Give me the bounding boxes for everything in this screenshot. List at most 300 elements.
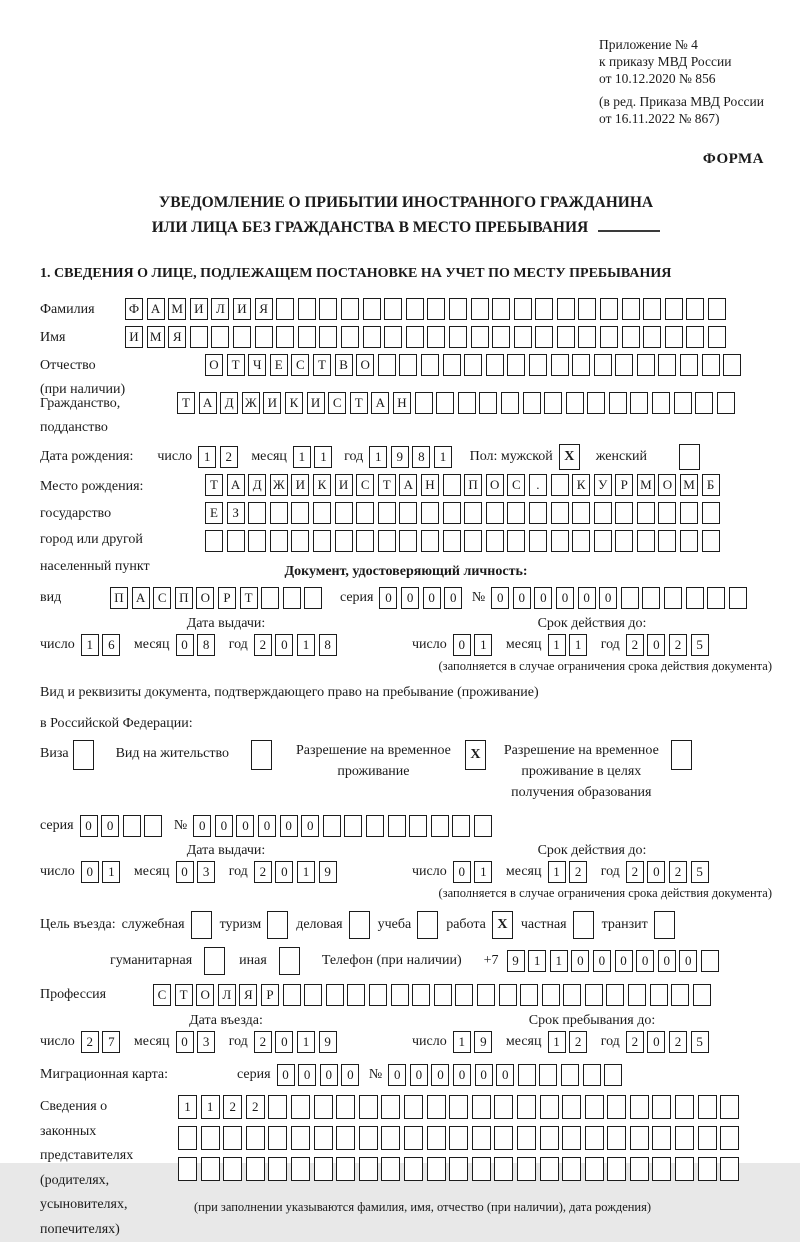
char-box[interactable]: 0 [475,1064,493,1086]
char-box[interactable]: 9 [319,1031,337,1053]
char-box[interactable]: 2 [669,1031,687,1053]
char-box[interactable] [335,502,353,524]
purpose-tourism-checkbox[interactable] [267,911,288,939]
char-box[interactable] [412,984,430,1006]
char-box[interactable]: 0 [401,587,419,609]
char-box[interactable] [268,1157,287,1181]
char-box[interactable] [298,298,316,320]
char-box[interactable] [452,815,470,837]
char-box[interactable] [378,502,396,524]
char-box[interactable]: С [153,984,171,1006]
char-box[interactable] [276,326,294,348]
char-box[interactable] [542,984,560,1006]
char-box[interactable]: 2 [246,1095,265,1119]
char-box[interactable]: 0 [513,587,531,609]
char-box[interactable] [566,392,584,414]
char-box[interactable] [529,502,547,524]
char-box[interactable] [283,587,301,609]
char-box[interactable] [540,1126,559,1150]
char-box[interactable]: 2 [626,861,644,883]
char-box[interactable] [551,530,569,552]
char-box[interactable]: О [205,354,223,376]
char-box[interactable]: В [335,354,353,376]
purpose-study-checkbox[interactable] [417,911,438,939]
char-box[interactable] [486,354,504,376]
char-box[interactable] [336,1095,355,1119]
char-box[interactable] [642,587,660,609]
char-box[interactable]: И [233,298,251,320]
char-box[interactable] [622,326,640,348]
char-box[interactable]: Е [205,502,223,524]
char-box[interactable] [233,326,251,348]
char-box[interactable] [628,984,646,1006]
char-box[interactable]: 0 [81,861,99,883]
char-box[interactable]: А [199,392,217,414]
char-box[interactable]: 5 [691,861,709,883]
char-box[interactable] [514,326,532,348]
char-box[interactable] [630,1095,649,1119]
char-box[interactable] [720,1157,739,1181]
char-box[interactable]: 0 [599,587,617,609]
char-box[interactable] [557,298,575,320]
char-box[interactable] [144,815,162,837]
char-box[interactable] [314,1157,333,1181]
char-box[interactable]: 0 [658,950,676,972]
char-box[interactable] [335,530,353,552]
char-box[interactable]: Т [227,354,245,376]
char-box[interactable]: 0 [571,950,589,972]
char-box[interactable] [557,326,575,348]
char-box[interactable] [298,326,316,348]
char-box[interactable] [436,392,454,414]
char-box[interactable]: Т [378,474,396,496]
char-box[interactable]: О [486,474,504,496]
char-box[interactable] [708,298,726,320]
char-box[interactable]: П [110,587,128,609]
char-box[interactable]: 0 [679,950,697,972]
char-box[interactable] [356,530,374,552]
char-box[interactable] [643,326,661,348]
char-box[interactable] [336,1126,355,1150]
char-box[interactable] [529,354,547,376]
char-box[interactable] [381,1095,400,1119]
purpose-other-checkbox[interactable] [279,947,300,975]
purpose-humanitarian-checkbox[interactable] [204,947,225,975]
char-box[interactable] [686,326,704,348]
sex-female-checkbox[interactable] [679,444,700,470]
char-box[interactable] [587,392,605,414]
char-box[interactable]: 0 [453,1064,471,1086]
char-box[interactable] [609,392,627,414]
char-box[interactable] [698,1157,717,1181]
visa-checkbox[interactable] [73,740,94,770]
char-box[interactable]: 0 [275,1031,293,1053]
char-box[interactable] [270,502,288,524]
char-box[interactable] [123,815,141,837]
char-box[interactable]: 1 [102,861,120,883]
char-box[interactable]: 0 [215,815,233,837]
char-box[interactable] [449,1126,468,1150]
char-box[interactable] [658,502,676,524]
char-box[interactable] [501,392,519,414]
char-box[interactable]: 1 [297,1031,315,1053]
char-box[interactable] [248,502,266,524]
char-box[interactable]: 1 [201,1095,220,1119]
char-box[interactable] [637,530,655,552]
char-box[interactable]: 1 [81,634,99,656]
char-box[interactable] [449,1095,468,1119]
char-box[interactable] [507,502,525,524]
char-box[interactable]: 0 [578,587,596,609]
char-box[interactable]: Б [702,474,720,496]
char-box[interactable]: 0 [320,1064,338,1086]
char-box[interactable]: К [313,474,331,496]
char-box[interactable]: С [153,587,171,609]
char-box[interactable]: С [328,392,346,414]
char-box[interactable] [291,1095,310,1119]
char-box[interactable]: 0 [647,1031,665,1053]
char-box[interactable]: 0 [275,861,293,883]
char-box[interactable] [523,392,541,414]
char-box[interactable] [421,354,439,376]
char-box[interactable]: 0 [277,1064,295,1086]
char-box[interactable] [540,1095,559,1119]
char-box[interactable] [630,1126,649,1150]
char-box[interactable] [359,1126,378,1150]
char-box[interactable] [658,530,676,552]
char-box[interactable]: 1 [528,950,546,972]
char-box[interactable] [479,392,497,414]
char-box[interactable] [291,502,309,524]
char-box[interactable] [708,326,726,348]
char-box[interactable] [223,1126,242,1150]
char-box[interactable]: 0 [647,861,665,883]
char-box[interactable] [486,530,504,552]
char-box[interactable]: О [196,587,214,609]
char-box[interactable]: О [356,354,374,376]
char-box[interactable] [693,984,711,1006]
char-box[interactable] [686,587,704,609]
char-box[interactable] [391,984,409,1006]
char-box[interactable] [313,530,331,552]
char-box[interactable]: Е [270,354,288,376]
char-box[interactable]: П [175,587,193,609]
char-box[interactable] [707,587,725,609]
char-box[interactable] [494,1126,513,1150]
char-box[interactable]: К [572,474,590,496]
char-box[interactable] [604,1064,622,1086]
char-box[interactable] [336,1157,355,1181]
char-box[interactable]: 3 [197,861,215,883]
char-box[interactable] [665,326,683,348]
char-box[interactable] [585,1126,604,1150]
char-box[interactable] [268,1126,287,1150]
char-box[interactable] [514,298,532,320]
char-box[interactable] [455,984,473,1006]
char-box[interactable] [314,1126,333,1150]
char-box[interactable] [720,1095,739,1119]
char-box[interactable]: 1 [453,1031,471,1053]
char-box[interactable] [399,502,417,524]
char-box[interactable] [535,326,553,348]
char-box[interactable]: А [399,474,417,496]
char-box[interactable] [255,326,273,348]
char-box[interactable]: З [227,502,245,524]
char-box[interactable]: 0 [379,587,397,609]
char-box[interactable]: 2 [254,634,272,656]
char-box[interactable] [178,1126,197,1150]
char-box[interactable] [615,354,633,376]
char-box[interactable] [695,392,713,414]
char-box[interactable]: А [147,298,165,320]
char-box[interactable]: 2 [81,1031,99,1053]
char-box[interactable] [650,984,668,1006]
char-box[interactable] [384,298,402,320]
char-box[interactable] [443,474,461,496]
char-box[interactable] [366,815,384,837]
char-box[interactable]: М [168,298,186,320]
char-box[interactable] [583,1064,601,1086]
char-box[interactable] [637,502,655,524]
char-box[interactable] [319,298,337,320]
char-box[interactable] [344,815,362,837]
char-box[interactable]: 0 [496,1064,514,1086]
char-box[interactable] [381,1157,400,1181]
temp-residence-checkbox[interactable]: X [465,740,486,770]
char-box[interactable] [378,354,396,376]
purpose-work-checkbox[interactable]: X [492,911,513,939]
char-box[interactable]: Ф [125,298,143,320]
char-box[interactable]: 0 [388,1064,406,1086]
char-box[interactable]: И [291,474,309,496]
char-box[interactable] [246,1157,265,1181]
char-box[interactable] [539,1064,557,1086]
char-box[interactable] [341,298,359,320]
char-box[interactable]: 8 [319,634,337,656]
char-box[interactable] [652,1157,671,1181]
char-box[interactable]: 5 [691,634,709,656]
char-box[interactable]: 0 [431,1064,449,1086]
char-box[interactable]: 1 [297,634,315,656]
char-box[interactable] [675,1095,694,1119]
char-box[interactable] [291,1157,310,1181]
char-box[interactable] [702,530,720,552]
char-box[interactable] [443,502,461,524]
char-box[interactable] [702,354,720,376]
char-box[interactable] [637,354,655,376]
char-box[interactable]: Т [240,587,258,609]
char-box[interactable] [381,1126,400,1150]
char-box[interactable] [562,1126,581,1150]
char-box[interactable] [675,1157,694,1181]
char-box[interactable] [356,502,374,524]
char-box[interactable] [359,1157,378,1181]
char-box[interactable]: М [637,474,655,496]
char-box[interactable]: П [464,474,482,496]
char-box[interactable] [268,1095,287,1119]
char-box[interactable]: 0 [647,634,665,656]
char-box[interactable] [246,1126,265,1150]
char-box[interactable] [434,984,452,1006]
char-box[interactable]: Н [421,474,439,496]
char-box[interactable]: 9 [391,446,409,468]
char-box[interactable] [562,1157,581,1181]
char-box[interactable]: М [147,326,165,348]
char-box[interactable] [201,1157,220,1181]
char-box[interactable] [291,1126,310,1150]
char-box[interactable]: 1 [434,446,452,468]
char-box[interactable]: 2 [669,634,687,656]
char-box[interactable]: 0 [636,950,654,972]
char-box[interactable]: Я [255,298,273,320]
char-box[interactable]: 1 [569,634,587,656]
char-box[interactable] [472,1126,491,1150]
char-box[interactable]: М [680,474,698,496]
char-box[interactable] [464,502,482,524]
char-box[interactable]: 0 [193,815,211,837]
char-box[interactable]: 1 [297,861,315,883]
char-box[interactable]: Я [168,326,186,348]
char-box[interactable] [717,392,735,414]
char-box[interactable] [600,298,618,320]
char-box[interactable] [261,587,279,609]
char-box[interactable] [427,326,445,348]
char-box[interactable]: 0 [453,861,471,883]
char-box[interactable] [658,354,676,376]
char-box[interactable] [421,530,439,552]
char-box[interactable] [507,530,525,552]
char-box[interactable] [291,530,309,552]
char-box[interactable] [443,530,461,552]
char-box[interactable]: К [285,392,303,414]
char-box[interactable] [201,1126,220,1150]
char-box[interactable]: Р [615,474,633,496]
char-box[interactable] [643,298,661,320]
char-box[interactable]: У [594,474,612,496]
char-box[interactable]: 1 [550,950,568,972]
char-box[interactable] [585,1095,604,1119]
char-box[interactable] [427,1126,446,1150]
char-box[interactable]: Т [350,392,368,414]
char-box[interactable]: 1 [474,861,492,883]
char-box[interactable]: 1 [548,634,566,656]
char-box[interactable] [698,1095,717,1119]
char-box[interactable] [464,354,482,376]
char-box[interactable] [630,1157,649,1181]
char-box[interactable]: . [529,474,547,496]
char-box[interactable]: А [227,474,245,496]
char-box[interactable] [615,502,633,524]
char-box[interactable] [551,354,569,376]
char-box[interactable] [698,1126,717,1150]
char-box[interactable] [600,326,618,348]
char-box[interactable] [686,298,704,320]
char-box[interactable] [223,1157,242,1181]
char-box[interactable]: 2 [254,1031,272,1053]
char-box[interactable]: 0 [453,634,471,656]
char-box[interactable] [529,530,547,552]
char-box[interactable] [427,1095,446,1119]
char-box[interactable]: Ж [242,392,260,414]
char-box[interactable]: 1 [314,446,332,468]
char-box[interactable] [404,1157,423,1181]
char-box[interactable]: 0 [280,815,298,837]
char-box[interactable]: Ж [270,474,288,496]
char-box[interactable] [304,984,322,1006]
char-box[interactable] [276,298,294,320]
char-box[interactable]: 2 [669,861,687,883]
char-box[interactable] [443,354,461,376]
char-box[interactable] [674,392,692,414]
char-box[interactable] [190,326,208,348]
char-box[interactable]: Л [211,298,229,320]
char-box[interactable] [415,392,433,414]
char-box[interactable] [517,1157,536,1181]
char-box[interactable] [606,984,624,1006]
char-box[interactable] [572,502,590,524]
char-box[interactable] [585,1157,604,1181]
char-box[interactable] [431,815,449,837]
purpose-transit-checkbox[interactable] [654,911,675,939]
char-box[interactable]: 2 [569,1031,587,1053]
char-box[interactable]: Д [248,474,266,496]
char-box[interactable]: 2 [626,634,644,656]
residence-permit-checkbox[interactable] [251,740,272,770]
char-box[interactable]: И [307,392,325,414]
char-box[interactable] [701,950,719,972]
char-box[interactable] [326,984,344,1006]
char-box[interactable] [499,984,517,1006]
char-box[interactable]: 2 [626,1031,644,1053]
char-box[interactable] [675,1126,694,1150]
char-box[interactable]: С [507,474,525,496]
char-box[interactable]: И [263,392,281,414]
char-box[interactable]: 6 [102,634,120,656]
char-box[interactable]: С [356,474,374,496]
char-box[interactable] [517,1095,536,1119]
char-box[interactable]: 1 [198,446,216,468]
char-box[interactable] [399,354,417,376]
char-box[interactable] [404,1095,423,1119]
char-box[interactable] [399,530,417,552]
char-box[interactable] [313,502,331,524]
char-box[interactable]: Т [313,354,331,376]
char-box[interactable]: 1 [548,861,566,883]
char-box[interactable] [427,298,445,320]
char-box[interactable] [270,530,288,552]
char-box[interactable] [652,1126,671,1150]
char-box[interactable] [347,984,365,1006]
char-box[interactable]: Д [220,392,238,414]
char-box[interactable] [323,815,341,837]
char-box[interactable] [471,326,489,348]
char-box[interactable]: 2 [223,1095,242,1119]
char-box[interactable]: С [291,354,309,376]
char-box[interactable]: Я [239,984,257,1006]
char-box[interactable] [378,530,396,552]
char-box[interactable] [544,392,562,414]
char-box[interactable]: О [196,984,214,1006]
purpose-private-checkbox[interactable] [573,911,594,939]
char-box[interactable]: 7 [102,1031,120,1053]
char-box[interactable]: 9 [507,950,525,972]
char-box[interactable] [458,392,476,414]
char-box[interactable]: 0 [176,634,194,656]
char-box[interactable] [578,298,596,320]
char-box[interactable] [474,815,492,837]
char-box[interactable]: 5 [691,1031,709,1053]
char-box[interactable] [406,298,424,320]
